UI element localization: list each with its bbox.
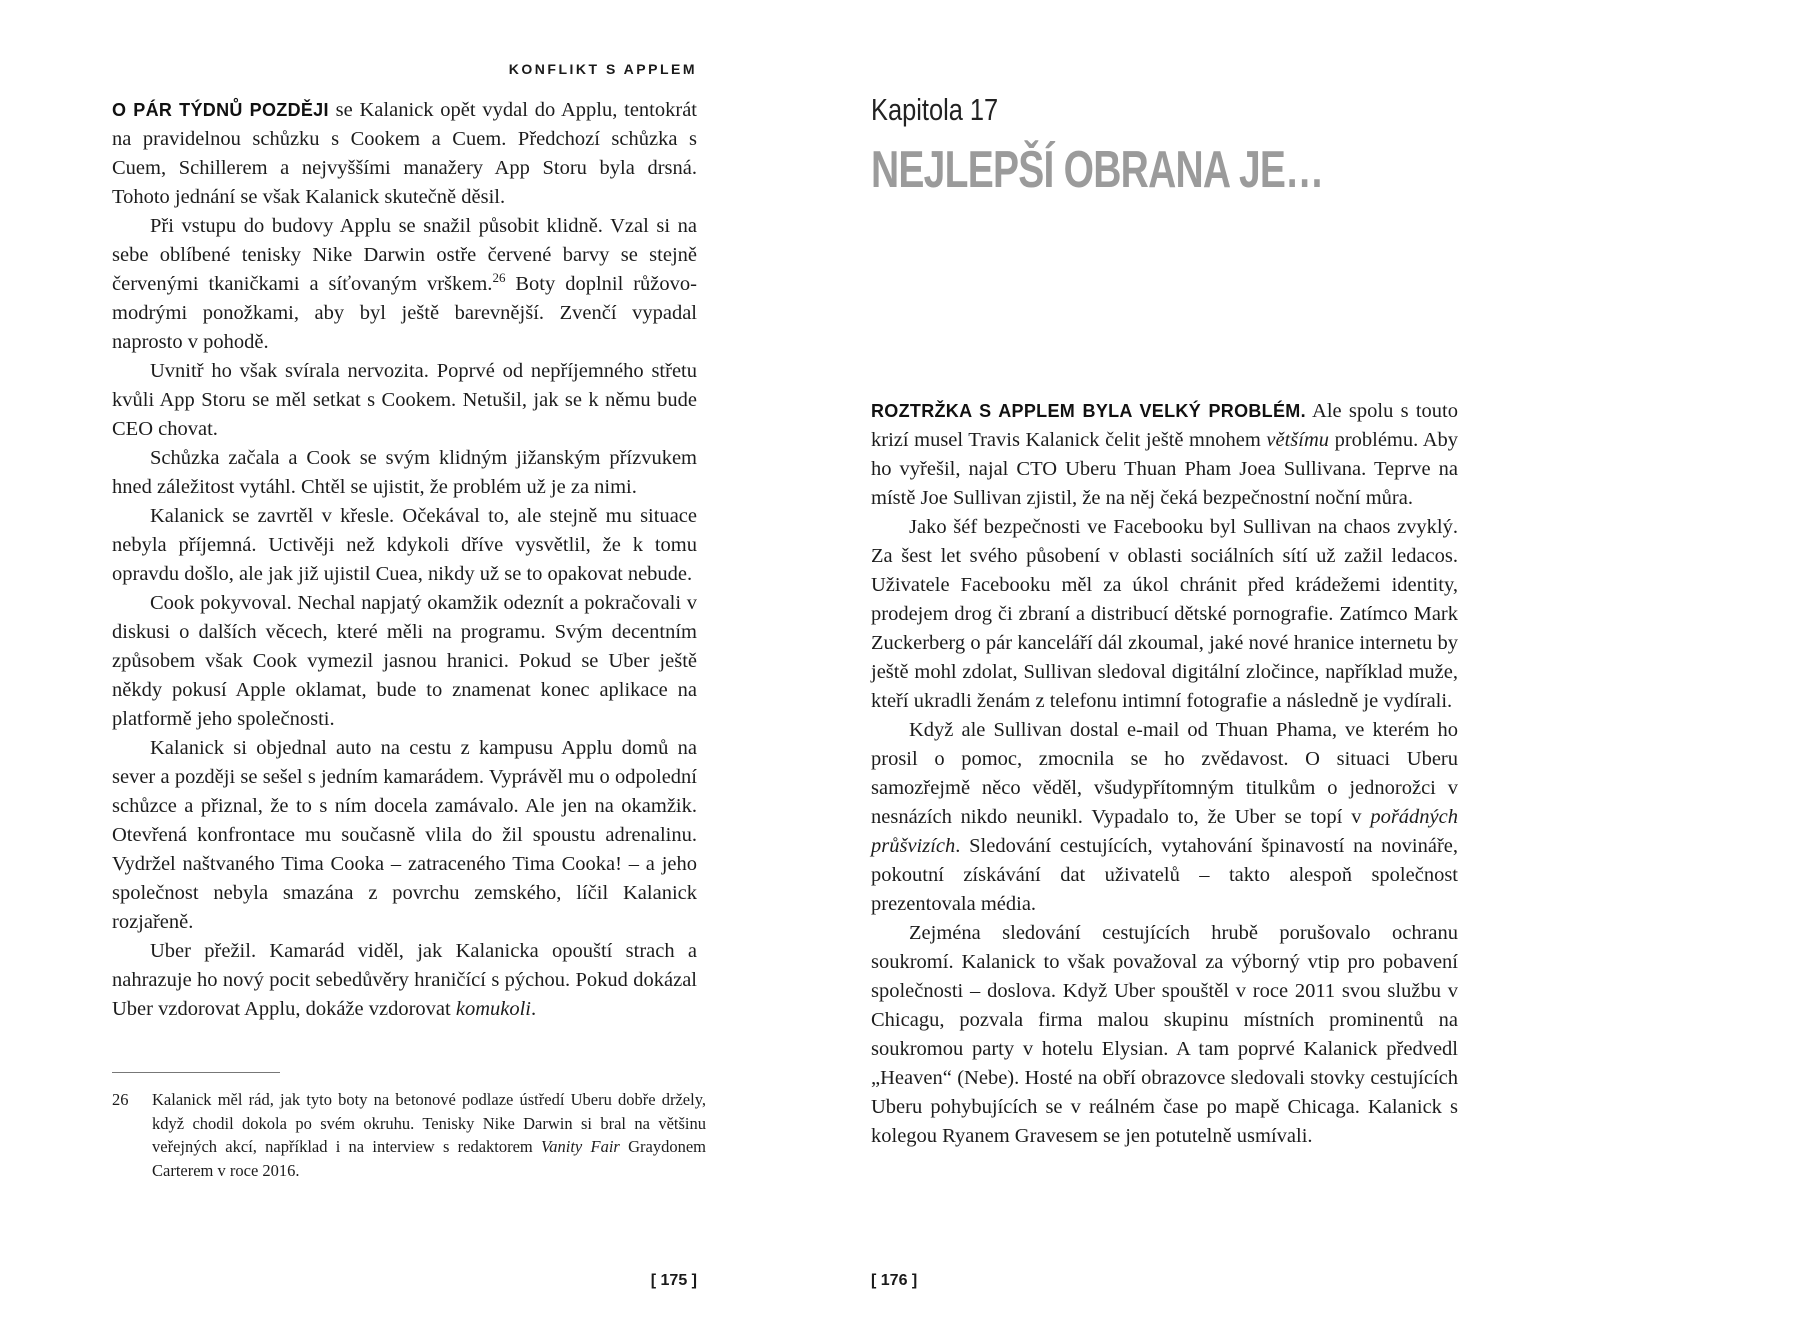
text-run: Ale spolu s touto krizí musel Travis Kalanick čelit ještě mnohem xyxy=(871,400,1458,451)
text-run: Kalanick se zavrtěl v křesle. Očekával to, ale stejně mu situace nebyla příjemná. Uctivěji než kdykoli dříve vysvětlil, že k tomu opravdu došlo, ale jak již ujistil Cuea, nikdy už se to opakovat nebude. xyxy=(112,505,697,585)
text-run: Při vstupu do budovy Applu se snažil působit klidně. Vzal si na sebe oblíbené tenisky Nike Darwin ostře červené barvy se stejně červenými tkaničkami a síťovaným vrškem. xyxy=(112,215,697,295)
left-page-body xyxy=(112,96,697,1024)
body-paragraph xyxy=(112,937,697,1024)
text-run: Zejména sledování cestujících hrubě porušovalo ochranu soukromí. Kalanick to však považoval za výborný vtip pro pobavení společnosti – doslova. Když Uber spouštěl v roce 2011 svou službu v Chicagu, pozvala firma malou skupinu místních prominentů na soukromou party v hotelu Elysian. A tam poprvé Kalanick předvedl „Heaven“ (Nebe). Hosté na obří obrazovce sledovali stovky cestujících Uberu pohybujících se v reálném čase po mapě Chicaga. Kalanick s kolegou Ryanem Gravesem se jen potutelně usmívali. xyxy=(871,922,1458,1147)
body-paragraph xyxy=(112,502,697,589)
text-run: . xyxy=(531,998,537,1020)
text-run: se Kalanick opět vydal do Applu, tentokrát na pravidelnou schůzku s Cookem a Cuem. Předchozí schůzka s Cuem, Schillerem a nejvyššími manažery App Storu byla drsná. Tohoto jednání se však Kalanick skutečně děsil. xyxy=(112,99,697,208)
right-page-body xyxy=(871,397,1458,1151)
footnote-reference: 26 xyxy=(492,270,506,286)
italic-text: pořádných průšvizích xyxy=(871,806,1458,857)
body-paragraph xyxy=(871,919,1458,1151)
paragraph-lead-in: O PÁR TÝDNŮ POZDĚJI xyxy=(112,100,329,120)
page-number-left: [ 175 ] xyxy=(650,1272,697,1289)
italic-text: většímu xyxy=(1266,429,1329,451)
footnote xyxy=(112,1088,706,1182)
footnote-number: 26 xyxy=(112,1090,129,1109)
body-paragraph xyxy=(112,96,697,212)
body-paragraph xyxy=(871,397,1458,513)
text-run: Boty doplnil růžovo-modrými ponožkami, aby byl ještě barevnější. Zvenčí vypadal naprosto v pohodě. xyxy=(112,273,697,353)
text-run: Kalanick si objednal auto na cestu z kampusu Applu domů na sever a později se sešel s jedním kamarádem. Vyprávěl mu o odpolední schůzce a přiznal, že to s ním docela zamávalo. Ale jen na okamžik. Otevřená konfrontace mu současně vlila do žil spoustu adrenalinu. Vydržel naštvaného Tima Cooka – zatraceného Tima Cooka! – a jeho společnost nebyla smazána z povrchu zemského, líčil Kalanick rozjařeně. xyxy=(112,737,697,933)
body-paragraph xyxy=(112,444,697,502)
page-number-right: [ 176 ] xyxy=(871,1272,918,1289)
text-run: Když ale Sullivan dostal e-mail od Thuan Phama, ve kterém ho prosil o pomoc, zmocnila se ho zvědavost. O situaci Uberu samozřejmě něco věděl, všudypřítomným titulkům o jednorožci v nesnázích nikdo neunikl. Vypadalo to, že Uber se topí v xyxy=(871,719,1458,828)
text-run: Cook pokyvoval. Nechal napjatý okamžik odeznít a pokračovali v diskusi o dalších věcech, které měli na programu. Svým decentním způsobem však Cook vymezil jasnou hranici. Pokud se Uber ještě někdy pokusí Apple oklamat, bude to znamenat konec aplikace na platformě jeho společnosti. xyxy=(112,592,697,730)
running-head: KONFLIKT S APPLEM xyxy=(508,61,697,77)
chapter-title: NEJLEPŠÍ OBRANA JE… xyxy=(871,141,1324,199)
italic-text: komukoli xyxy=(455,998,531,1020)
footnote-divider xyxy=(112,1072,280,1073)
paragraph-lead-in: ROZTRŽKA S APPLEM BYLA VELKÝ PROBLÉM. xyxy=(871,401,1306,421)
text-run: Kalanick měl rád, jak tyto boty na betonové podlaze ústředí Uberu dobře držely, když chodil dokola po svém okruhu. Tenisky Nike Darwin si bral na většinu veřejných akcí, například i na interview s redaktorem xyxy=(152,1090,706,1156)
body-paragraph xyxy=(112,212,697,357)
body-paragraph xyxy=(871,513,1458,716)
text-run: Uvnitř ho však svírala nervozita. Poprvé od nepříjemného střetu kvůli App Storu se měl setkat s Cookem. Netušil, jak se k němu bude CEO chovat. xyxy=(112,360,697,440)
body-paragraph xyxy=(112,589,697,734)
text-run: Schůzka začala a Cook se svým klidným jižanským přízvukem hned záležitost vytáhl. Chtěl se ujistit, že problém už je za nimi. xyxy=(112,447,697,498)
chapter-label: Kapitola 17 xyxy=(871,92,999,127)
text-run: problému. Aby ho vyřešil, najal CTO Uberu Thuan Pham Joea Sullivana. Teprve na místě Joe Sullivan zjistil, že na něj čeká bezpečnostní noční můra. xyxy=(871,429,1458,509)
text-run: Graydonem Carterem v roce 2016. xyxy=(152,1137,707,1180)
text-run: . Sledování cestujících, vytahování špinavostí na novináře, pokoutní získávání dat uživatelů – takto alespoň společnost prezentovala média. xyxy=(871,835,1458,915)
text-run: Jako šéf bezpečnosti ve Facebooku byl Sullivan na chaos zvyklý. Za šest let svého působení v oblasti sociálních sítí už zažil ledacos. Uživatele Facebooku měl za úkol chránit před krádežemi identity, prodejem drog či zbraní a distribucí dětské pornografie. Zatímco Mark Zuckerberg o pár kanceláří dál zkoumal, jaké nové hranice internetu by ještě mohl zdolat, Sullivan sledoval digitální zločince, například muže, kteří ukradli ženám z telefonu intimní fotografie a následně je vydírali. xyxy=(871,516,1458,712)
body-paragraph xyxy=(871,716,1458,919)
body-paragraph xyxy=(112,734,697,937)
body-paragraph xyxy=(112,357,697,444)
footnote-text xyxy=(152,1088,706,1182)
italic-text: Vanity Fair xyxy=(541,1137,620,1156)
text-run: Uber přežil. Kamarád viděl, jak Kalanicka opouští strach a nahrazuje ho nový pocit sebedůvěry hraničící s pýchou. Pokud dokázal Uber vzdorovat Applu, dokáže vzdorovat xyxy=(112,940,697,1020)
